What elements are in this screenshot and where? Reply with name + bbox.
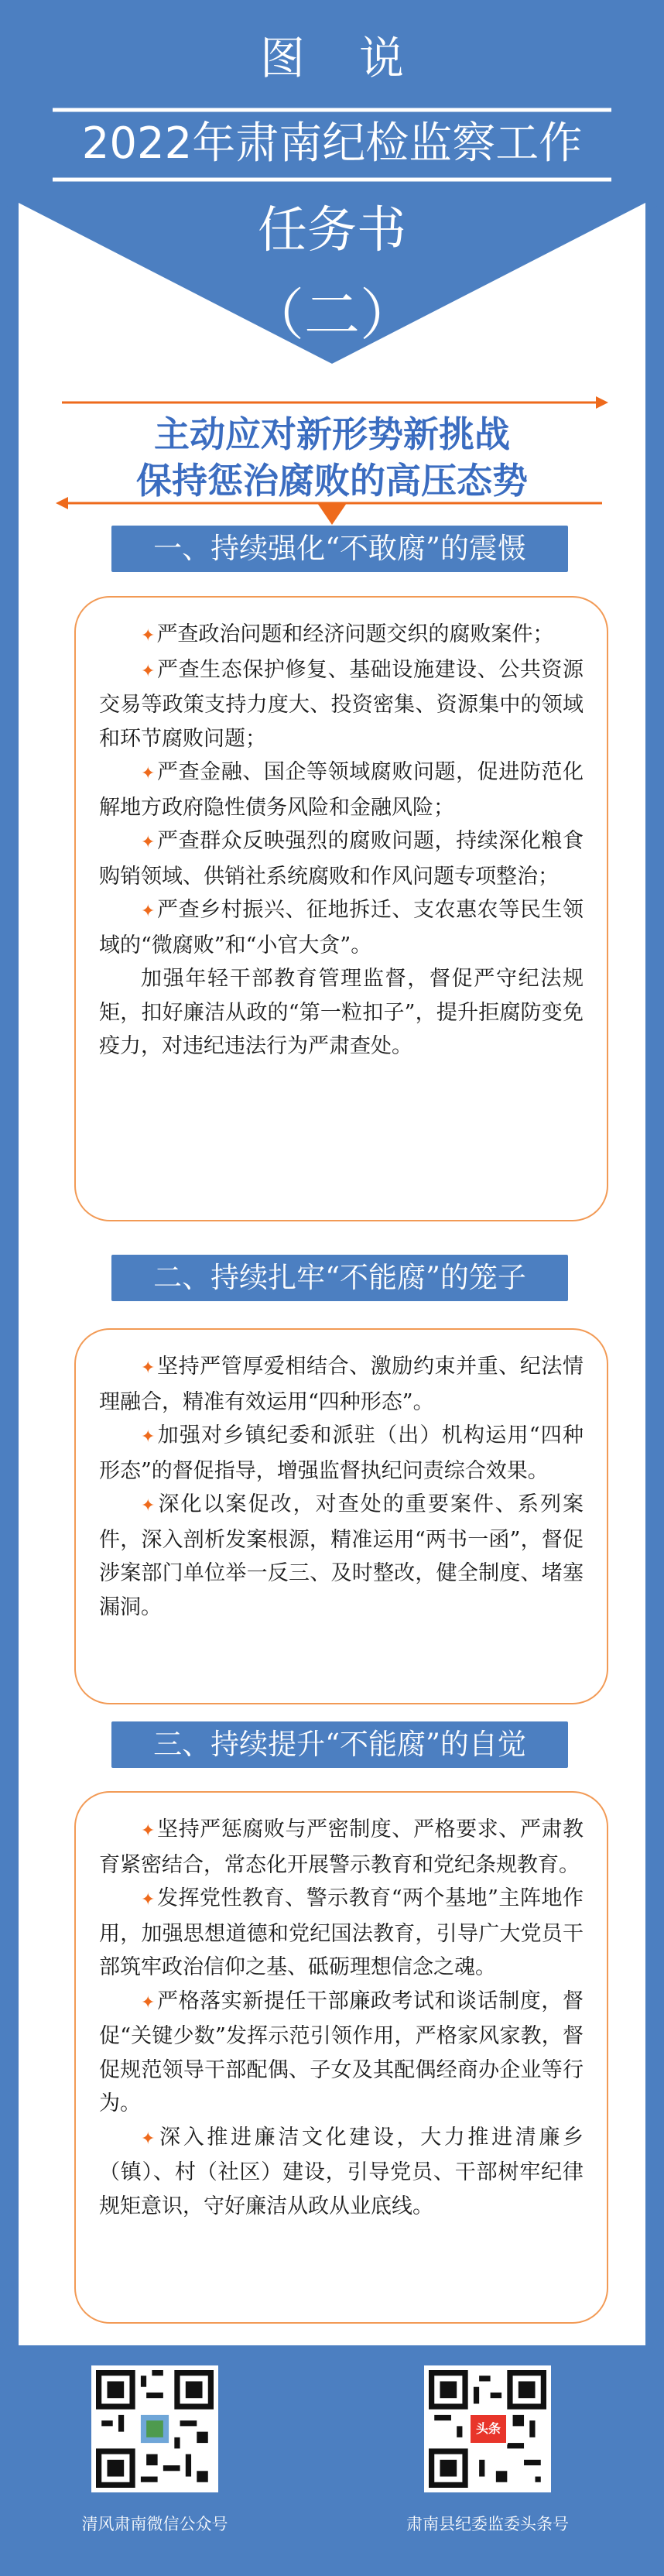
paragraph	[99, 1419, 584, 1488]
paragraph	[99, 653, 584, 756]
header-title-line1: 2022年肃南纪检监察工作	[81, 118, 583, 169]
qr-caption-toutiao: 肃南县纪委监委头条号	[406, 2515, 569, 2533]
paragraph-text: 严格落实新提任干部廉政考试和谈话制度，督促“关键少数”发挥示范引领作用，严格家风家教，督促规范领导干部配偶、子女及其配偶经商办企业等行为。	[99, 1989, 584, 2115]
paragraph	[99, 1813, 584, 1882]
section-card-1	[74, 596, 608, 1221]
paragraph-text: 严查政治问题和经济问题交织的腐败案件；	[156, 622, 554, 646]
paragraph-text: 深化以案促改，对查处的重要案件、系列案件，深入剖析发案根源，精准运用“两书一函”，督促涉案部门单位举一反三、及时整改，健全制度、堵塞漏洞。	[99, 1492, 584, 1619]
star-bullet-icon: ✦	[141, 902, 156, 921]
subtitle-line2: 保持惩治腐败的高压态势	[136, 460, 528, 502]
star-bullet-icon: ✦	[141, 1890, 156, 1910]
header-title-line3: （二）	[248, 283, 416, 348]
paragraph	[99, 824, 584, 893]
star-bullet-icon: ✦	[141, 2129, 156, 2149]
qr-pattern-icon	[96, 2370, 214, 2488]
paragraph	[99, 1985, 584, 2121]
paragraph	[99, 2121, 584, 2224]
star-bullet-icon: ✦	[141, 1821, 156, 1841]
paragraph	[99, 893, 584, 962]
paragraph-text: 加强年轻干部教育管理监督，督促严守纪法规矩，扣好廉洁从政的“第一粒扣子”，提升拒腐防变免疫力，对违纪违法行为严肃查处。	[99, 967, 584, 1058]
star-bullet-icon: ✦	[141, 661, 156, 681]
qr-code-wechat	[91, 2365, 218, 2492]
header-tushuo: 图说	[259, 32, 458, 84]
header-title-line2: 任务书	[258, 202, 406, 259]
paragraph-text: 严查乡村振兴、征地拆迁、支农惠农等民生领域的“微腐败”和“小官大贪”。	[99, 898, 584, 957]
paragraph	[99, 962, 584, 1064]
star-bullet-icon: ✦	[141, 833, 156, 852]
star-bullet-icon: ✦	[141, 1496, 156, 1516]
paragraph	[99, 618, 584, 653]
paragraph-text: 深入推进廉洁文化建设，大力推进清廉乡（镇）、村（社区）建设，引导党员、干部树牢纪律规矩意识，守好廉洁从政从业底线。	[99, 2125, 584, 2218]
paragraph	[99, 1882, 584, 1985]
star-bullet-icon: ✦	[141, 1992, 156, 2012]
qr-caption-wechat: 清风肃南微信公众号	[81, 2515, 228, 2533]
subtitle-line1: 主动应对新形势新挑战	[154, 413, 510, 455]
section-title-2: 二、持续扎牢“不能腐”的笼子	[111, 1255, 568, 1301]
paragraph-text: 严查生态保护修复、基础设施建设、公共资源交易等政策支持力度大、投资密集、资源集中的领域和环节腐败问题；	[99, 657, 584, 751]
section-card-3	[74, 1791, 608, 2324]
paragraph-text: 发挥党性教育、警示教育“两个基地”主阵地作用，加强思想道德和党纪国法教育，引导广大党员干部筑牢政治信仰之基、砥砺理想信念之魂。	[99, 1886, 584, 1979]
paragraph-text: 坚持严惩腐败与严密制度、严格要求、严肃教育紧密结合，常态化开展警示教育和党纪条规教育。	[99, 1817, 584, 1877]
star-bullet-icon: ✦	[141, 1358, 156, 1378]
qr-code-toutiao	[424, 2365, 551, 2492]
section-title-1: 一、持续强化“不敢腐”的震慑	[111, 526, 568, 572]
star-bullet-icon: ✦	[141, 764, 156, 783]
section-card-2	[74, 1328, 608, 1704]
paragraph	[99, 755, 584, 824]
toutiao-badge: 头条	[469, 2413, 508, 2444]
paragraph-text: 坚持严管厚爱相结合、激励约束并重、纪法情理融合，精准有效运用“四种形态”。	[99, 1355, 584, 1414]
paragraph-text: 严查金融、国企等领域腐败问题，促进防范化解地方政府隐性债务风险和金融风险；	[99, 760, 584, 820]
star-bullet-icon: ✦	[141, 626, 156, 646]
star-bullet-icon: ✦	[141, 1427, 156, 1447]
paragraph	[99, 1350, 584, 1419]
paragraph	[99, 1488, 584, 1624]
paragraph-text: 加强对乡镇纪委和派驻（出）机构运用“四种形态”的督促指导，增强监督执纪问责综合效果。	[99, 1423, 584, 1483]
section-title-3: 三、持续提升“不能腐”的自觉	[111, 1721, 568, 1768]
paragraph-text: 严查群众反映强烈的腐败问题，持续深化粮食购销领域、供销社系统腐败和作风问题专项整治；	[99, 829, 584, 889]
